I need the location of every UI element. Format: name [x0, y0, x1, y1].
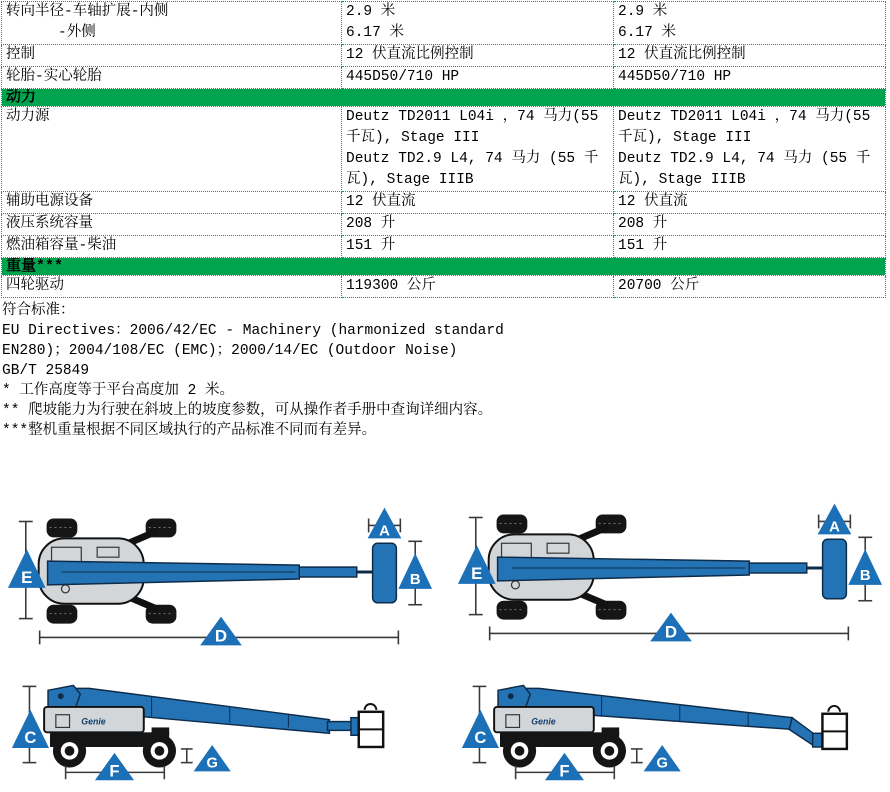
table-row — [2, 45, 886, 67]
section-header-label: 重量*** — [2, 258, 886, 276]
side-view-diagram-right — [452, 661, 888, 789]
brand-logo: Genie — [81, 716, 106, 727]
spec-value: 2.9 米 — [618, 4, 668, 20]
spec-value-cell — [614, 2, 886, 45]
table-row — [2, 276, 886, 298]
footnote-line: ** 爬坡能力为行驶在斜坡上的坡度参数，可从操作者手册中查询详细内容。 — [2, 403, 493, 419]
spec-value-cell — [342, 2, 614, 45]
dim-label-g: G — [206, 755, 218, 772]
spec-table — [1, 1, 886, 298]
brand-logo: Genie — [531, 716, 556, 727]
side-view-drawing — [2, 661, 438, 789]
dim-label-d: D — [214, 626, 228, 646]
spec-label-cell: 辅助电源设备 — [2, 192, 342, 214]
table-row — [2, 107, 886, 192]
spec-label-cell: 动力源 — [2, 107, 342, 192]
spec-value-cell: 12 伏直流 — [342, 192, 614, 214]
spec-value: 6.17 米 — [618, 25, 677, 41]
boom-pivot — [498, 685, 530, 707]
top-view-drawing — [2, 497, 438, 655]
spec-value-cell — [342, 107, 614, 192]
dim-label-f: F — [109, 761, 120, 781]
spec-value-cell: 119300 公斤 — [342, 276, 614, 298]
spec-value-cell: 12 伏直流比例控制 — [342, 45, 614, 67]
spec-value-cell: 445D50/710 HP — [342, 67, 614, 89]
boom-pivot — [48, 685, 80, 707]
spec-value-cell: 151 升 — [614, 236, 886, 258]
section-header-label: 动力 — [2, 89, 886, 107]
engine-spec-2: Deutz TD2.9 L4, 74 马力 (55 千瓦), Stage IIIB — [618, 151, 871, 188]
footnote-line: EN280)；2004/108/EC (EMC)；2000/14/EC (Outdoor Noise) — [2, 343, 458, 359]
spec-value-cell: 151 升 — [342, 236, 614, 258]
spec-label-line2: -外侧 — [58, 25, 96, 41]
engine-body — [494, 707, 594, 732]
wheel — [593, 734, 626, 767]
table-row — [2, 192, 886, 214]
dimension-diagrams — [0, 489, 890, 792]
spec-label: 转向半径-车轴扩展-内侧 — [6, 4, 169, 20]
boom — [48, 561, 374, 585]
spec-label-cell: 轮胎-实心轮胎 — [2, 67, 342, 89]
measure-line-g — [181, 749, 193, 763]
section-header-weight — [2, 258, 886, 276]
wheel — [143, 734, 176, 767]
section-header-power — [2, 89, 886, 107]
spec-label-cell: 四轮驱动 — [2, 276, 342, 298]
wheel — [503, 734, 536, 767]
spec-value-cell: 208 升 — [342, 214, 614, 236]
spec-label-cell: 液压系统容量 — [2, 214, 342, 236]
spec-value-cell — [614, 107, 886, 192]
dim-label-b: B — [409, 571, 421, 588]
spec-value-cell: 20700 公斤 — [614, 276, 886, 298]
spec-label-cell: 控制 — [2, 45, 342, 67]
top-view-diagram-right — [452, 493, 888, 651]
footnotes — [2, 301, 890, 441]
dim-label-c: C — [474, 728, 487, 748]
top-view-diagram-left — [2, 497, 438, 655]
dim-label-e: E — [471, 563, 483, 583]
spec-value-cell: 208 升 — [614, 214, 886, 236]
table-row — [2, 67, 886, 89]
engine-spec-2: Deutz TD2.9 L4, 74 马力 (55 千瓦), Stage IIIB — [346, 151, 599, 188]
measure-line-g — [631, 749, 643, 763]
table-row — [2, 214, 886, 236]
dim-label-a: A — [379, 523, 390, 540]
footnote-line: * 工作高度等于平台高度加 2 米。 — [2, 383, 235, 399]
engine-body — [44, 707, 144, 732]
spec-value: 6.17 米 — [346, 25, 405, 41]
footnote-line: GB/T 25849 — [2, 363, 90, 379]
spec-label-cell — [2, 2, 342, 45]
engine-spec-1: Deutz TD2011 L04i ，74 马力(55 千瓦), Stage III — [346, 109, 599, 146]
dim-label-d: D — [664, 622, 678, 642]
engine-spec-1: Deutz TD2011 L04i ，74 马力(55 千瓦), Stage III — [618, 109, 871, 146]
platform — [823, 539, 847, 598]
spec-value-cell: 12 伏直流 — [614, 192, 886, 214]
wheel — [53, 734, 86, 767]
dim-label-c: C — [24, 728, 37, 748]
footnote-title: 符合标准： — [2, 303, 75, 319]
side-view-drawing — [452, 661, 888, 789]
spec-label-cell: 燃油箱容量-柴油 — [2, 236, 342, 258]
table-row — [2, 236, 886, 258]
dim-label-a: A — [829, 519, 840, 536]
dim-label-g: G — [656, 755, 668, 772]
dim-label-b: B — [859, 567, 871, 584]
boom — [498, 557, 824, 581]
dim-label-f: F — [559, 761, 570, 781]
footnote-line: EU Directives：2006/42/EC - Machinery (harmonized standard — [2, 323, 504, 339]
spec-value-cell: 12 伏直流比例控制 — [614, 45, 886, 67]
platform-basket — [822, 706, 846, 749]
spec-value-cell: 445D50/710 HP — [614, 67, 886, 89]
dim-label-e: E — [21, 567, 33, 587]
platform — [373, 543, 397, 602]
spec-value: 2.9 米 — [346, 4, 396, 20]
table-row — [2, 2, 886, 45]
top-view-drawing — [452, 493, 888, 651]
footnote-line: ***整机重量根据不同区域执行的产品标准不同而有差异。 — [2, 423, 377, 439]
side-view-diagram-left — [2, 661, 438, 789]
platform-basket — [359, 704, 383, 747]
